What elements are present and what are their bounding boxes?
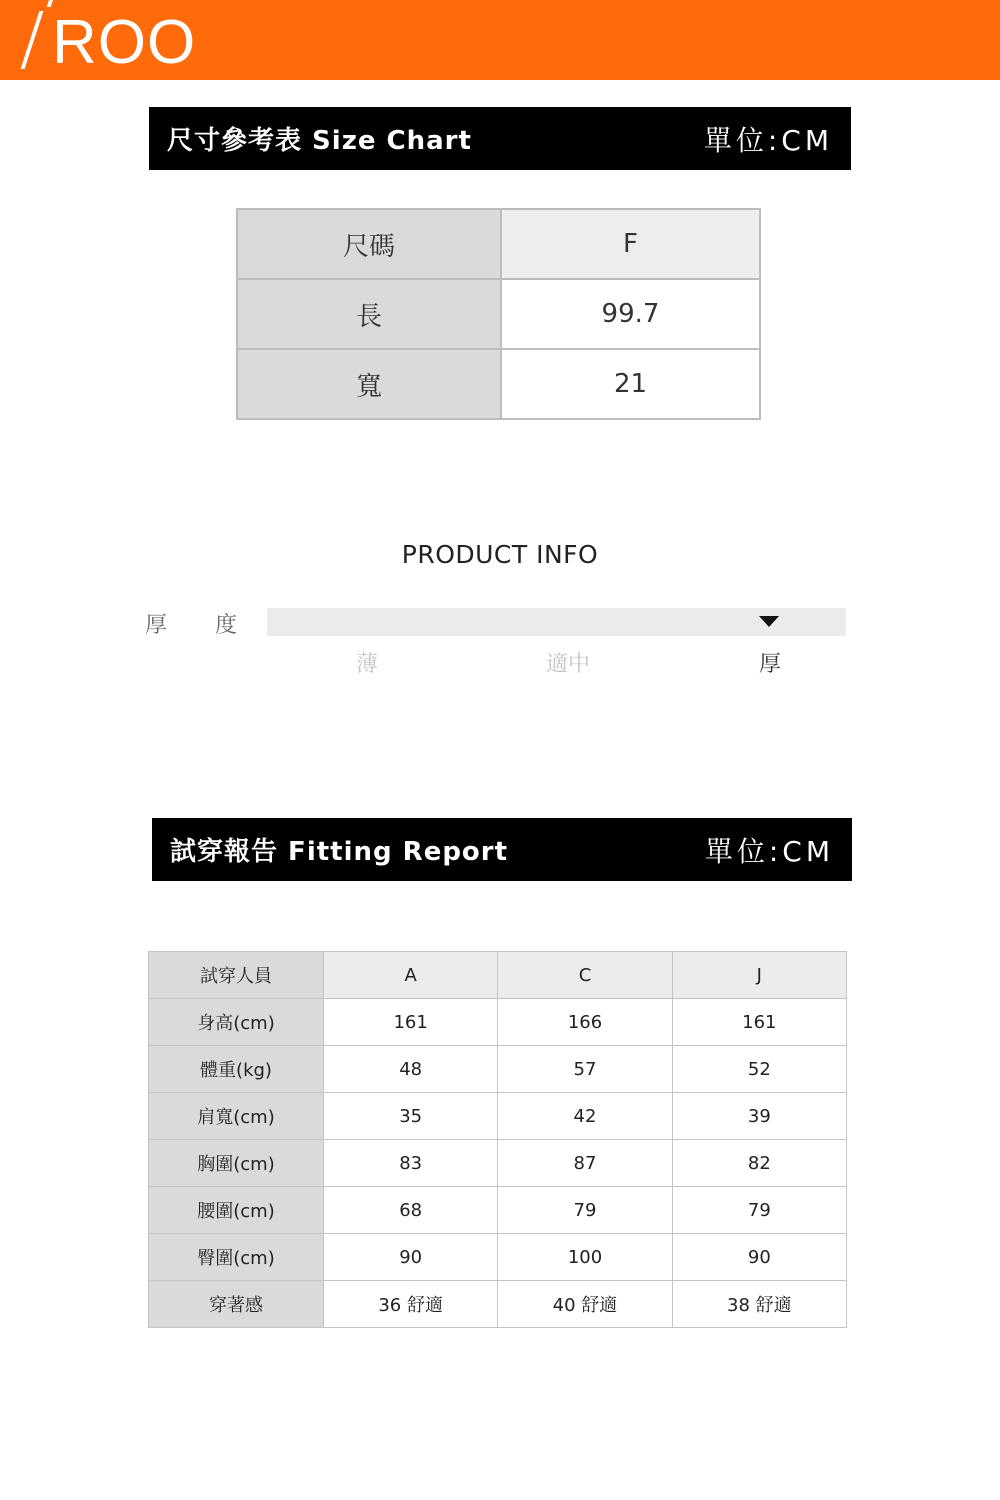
size-chart-table [236,208,761,420]
width-label-cell: 寬 [237,349,501,419]
size-chart-title-bar [149,107,851,170]
fitting-report-table [148,951,847,1328]
thickness-option-medium: 適中 [546,652,591,677]
length-value-cell: 99.7 [501,279,760,349]
table-cell: 42 [498,1093,672,1140]
row-label-cell: 臀圍(cm) [149,1234,324,1281]
table-cell: 161 [324,999,498,1046]
row-label-cell: 穿著感 [149,1281,324,1328]
width-value-cell: 21 [501,349,760,419]
table-row [149,1187,847,1234]
length-label-cell: 長 [237,279,501,349]
table-cell: 87 [498,1140,672,1187]
thickness-option-thick: 厚 [759,652,782,677]
table-row [149,1234,847,1281]
table-row [149,1281,847,1328]
thickness-label-2: 度 [215,613,238,638]
row-label-cell: 肩寬(cm) [149,1093,324,1140]
table-cell: 40 舒適 [498,1281,672,1328]
size-chart-title: 尺寸參考表 Size Chart [167,126,472,156]
thickness-option-thin: 薄 [356,652,379,677]
table-cell: 166 [498,999,672,1046]
logo-i-mark [21,11,44,69]
thickness-marker-icon [759,616,779,627]
header-cell: C [498,952,672,999]
table-header-row [149,952,847,999]
table-row [149,1046,847,1093]
brand-logo[interactable] [30,8,196,78]
fitting-report-unit: 單位:CM [704,834,834,868]
table-cell: 90 [672,1234,846,1281]
thickness-label-1: 厚 [145,613,168,638]
table-row [149,1140,847,1187]
header-cell: 試穿人員 [149,952,324,999]
fitting-report-title-bar [152,818,852,881]
table-cell: 79 [498,1187,672,1234]
row-label-cell: 身高(cm) [149,999,324,1046]
table-cell: 68 [324,1187,498,1234]
table-cell: 38 舒適 [672,1281,846,1328]
table-row [237,209,760,279]
table-row [237,349,760,419]
table-cell: 79 [672,1187,846,1234]
fitting-report-title: 試穿報告 Fitting Report [170,837,509,867]
logo-text: ROO [52,8,197,77]
table-cell: 39 [672,1093,846,1140]
table-cell: 161 [672,999,846,1046]
header-cell: A [324,952,498,999]
size-label-cell: 尺碼 [237,209,501,279]
table-cell: 57 [498,1046,672,1093]
size-chart-unit: 單位:CM [703,123,833,157]
table-cell: 83 [324,1140,498,1187]
header-cell: J [672,952,846,999]
table-cell: 36 舒適 [324,1281,498,1328]
table-row [237,279,760,349]
size-value-cell: F [501,209,760,279]
table-cell: 48 [324,1046,498,1093]
row-label-cell: 胸圍(cm) [149,1140,324,1187]
table-cell: 35 [324,1093,498,1140]
row-label-cell: 腰圍(cm) [149,1187,324,1234]
table-row [149,999,847,1046]
table-row [149,1093,847,1140]
table-cell: 100 [498,1234,672,1281]
table-cell: 52 [672,1046,846,1093]
row-label-cell: 體重(kg) [149,1046,324,1093]
brand-header [0,0,1000,80]
table-cell: 82 [672,1140,846,1187]
product-info-heading: PRODUCT INFO [401,540,599,569]
table-cell: 90 [324,1234,498,1281]
